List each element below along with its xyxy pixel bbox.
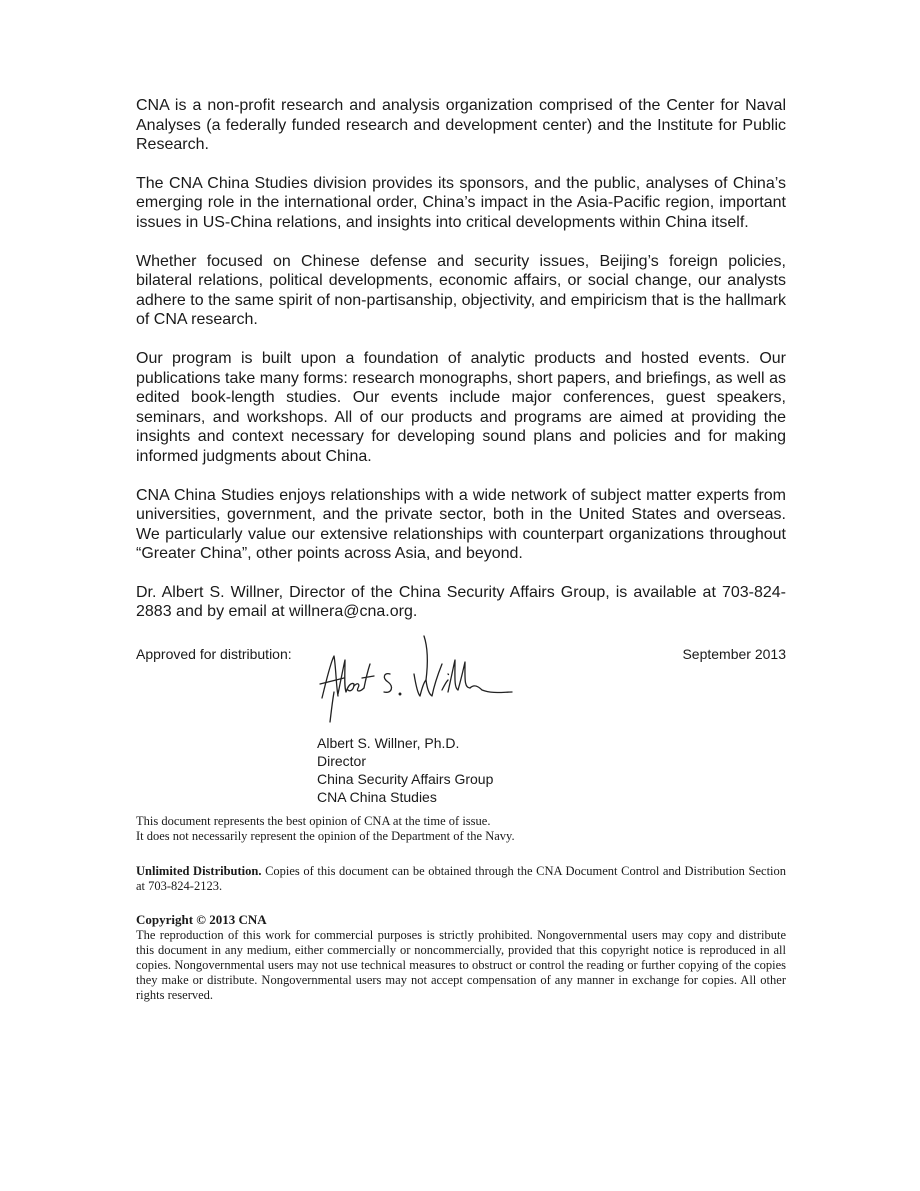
disclaimer bbox=[136, 814, 786, 844]
paragraph-program: Our program is built upon a foundation of analytic products and hosted events. Our publications take many forms: research monographs, short papers, and briefings, as well as edited book-length studies. Our events include major conferences, guest speakers, seminars, and workshops. All of our products and programs are aimed at providing the insights and context necessary for developing sound plans and policies and for making informed judgments about China. bbox=[136, 349, 786, 465]
signatory-group: China Security Affairs Group bbox=[317, 771, 494, 788]
paragraph-china-studies: The CNA China Studies division provides its sponsors, and the public, analyses of China’s emerging role in the international order, China’s impact in the Asia-Pacific region, important issues in US-China relations, and insights into critical developments within China itself. bbox=[136, 174, 786, 231]
paragraph-focus-areas: Whether focused on Chinese defense and security issues, Beijing’s foreign policies, bilateral relations, political developments, economic affairs, or social change, our analysts adhere to the same spirit of non-partisanship, objectivity, and empiricism that is the hallmark of CNA research. bbox=[136, 252, 786, 329]
distribution-text: Copies of this document can be obtained through the CNA Document Control and Distribution Section at 703-824-2123. bbox=[136, 864, 787, 894]
signatory-title: Director bbox=[317, 753, 367, 770]
copyright-text: The reproduction of this work for commercial purposes is strictly prohibited. Nongovernmental users may copy and distribute this document in any medium, either commercially or noncommercially, provided that this copyright notice is reproduced in all copies. Nongovernmental users may not use technical measures to obstruct or control the reading or further copying of the copies they make or distribute. Nongovernmental users may not accept compensation of any manner in exchange for copies. All other rights reserved. bbox=[136, 928, 786, 1003]
disclaimer-line-1: This document represents the best opinion of CNA at the time of issue. bbox=[136, 814, 491, 829]
signatory-org: CNA China Studies bbox=[317, 789, 437, 806]
signatory-name: Albert S. Willner, Ph.D. bbox=[317, 735, 460, 752]
paragraph-relationships: CNA China Studies enjoys relationships with a wide network of subject matter experts from universities, government, and the private sector, both in the United States and overseas. We particularly value our extensive relationships with counterpart organizations throughout “Greater China”, other points across Asia, and beyond. bbox=[136, 486, 786, 563]
approval-date: September 2013 bbox=[682, 646, 786, 663]
distribution-label: Unlimited Distribution. bbox=[136, 864, 262, 879]
approval-block bbox=[136, 646, 786, 814]
paragraph-contact: Dr. Albert S. Willner, Director of the China Security Affairs Group, is available at 703-824-2883 and by email at willnera@cna.org. bbox=[136, 583, 786, 621]
document-page bbox=[136, 96, 786, 1003]
signatory-block bbox=[317, 734, 493, 806]
copyright-title: Copyright © 2013 CNA bbox=[136, 912, 267, 928]
signature-image bbox=[314, 634, 514, 724]
disclaimer-line-2: It does not necessarily represent the opinion of the Department of the Navy. bbox=[136, 829, 515, 844]
approved-label: Approved for distribution: bbox=[136, 646, 292, 663]
distribution-notice bbox=[136, 864, 786, 894]
paragraph-cna-overview: CNA is a non-profit research and analysis organization comprised of the Center for Naval Analyses (a federally funded research and development center) and the Institute for Public Research. bbox=[136, 97, 786, 154]
